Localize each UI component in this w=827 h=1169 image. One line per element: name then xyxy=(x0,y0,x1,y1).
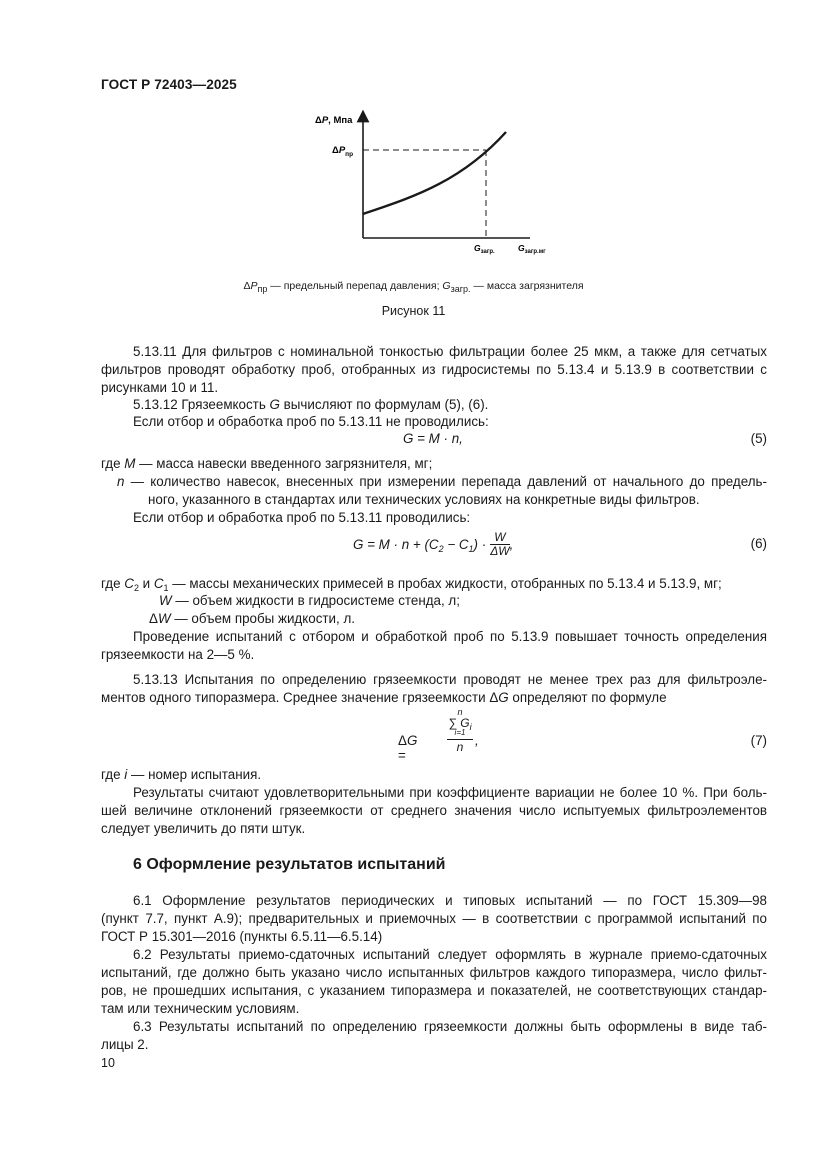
figure-legend: $\Delta P_{пр}$ — предельный перепад давления; $G_{загр.}$ — масса загрязнителя xyxy=(243,280,584,294)
where-i: где i — номер испытания. xyxy=(101,767,262,782)
paragraph-6-2: 6.2 Результаты приемо-сдаточных испытаний следует оформлять в журнале приемо-сдаточных xyxy=(133,947,767,962)
paragraph-6-3: 6.3 Результаты испытаний по определению грязеемкости должны быть оформлены в виде таб- xyxy=(133,1019,767,1034)
formula-6-number: (6) xyxy=(750,536,767,551)
section-6-title: 6 Оформление результатов испытаний xyxy=(133,856,446,873)
formula-7-number: (7) xyxy=(750,733,767,748)
document-header: ГОСТ Р 72403—2025 xyxy=(101,77,237,92)
pressure-curve xyxy=(363,132,506,214)
y-axis-label: ΔP, Мпа xyxy=(315,115,353,126)
paragraph-line: ГОСТ Р 15.301—2016 (пункты 6.5.11—6.5.14) xyxy=(101,929,383,944)
paragraph-line: фильтров проводят обработку проб, отобранных из гидросистемы по 5.13.4 и 5.13.9 в соответствии с xyxy=(101,362,767,377)
formula-5: G = M · n, xyxy=(403,431,463,446)
where-n-cont: ного, указанного в стандартах или технических условиях на конкретные виды фильтров. xyxy=(148,492,700,507)
paragraph-if-not: Если отбор и обработка проб по 5.13.11 не проводились: xyxy=(133,414,489,429)
paragraph-line: следует увеличить до пяти штук. xyxy=(101,821,306,836)
paragraph-line: грязеемкости на 2—5 %. xyxy=(101,647,255,662)
paragraph-line: испытаний, где должно быть указано число испытанных фильтров каждого типоразмера, число фильт- xyxy=(101,965,767,980)
x-marker-label: $G_{загр.}$ xyxy=(474,243,495,255)
paragraph-6-1: 6.1 Оформление результатов периодических и типовых испытаний — по ГОСТ 15.309—98 xyxy=(133,893,767,908)
paragraph-improve: Проведение испытаний с отбором и обработкой проб по 5.13.9 повышает точность определения xyxy=(133,629,767,644)
paragraph-5-13-11: 5.13.11 Для фильтров с номинальной тонкостью фильтрации более 25 мкм, а также для сетчатых xyxy=(133,344,767,359)
figure-caption: Рисунок 11 xyxy=(381,304,446,318)
paragraph-line: ров, не прошедших испытания, с указанием типоразмера и показателей, не соответствующих стандар- xyxy=(101,983,767,998)
formula-5-number: (5) xyxy=(750,431,767,446)
y-marker-label: $\Delta P_{пр}$ xyxy=(332,145,354,158)
page-number: 10 xyxy=(101,1056,115,1070)
where-m: где M — масса навески введенного загрязнителя, мг; xyxy=(101,456,433,471)
paragraph-line: шей величине отклонений грязеемкости от среднего значения число испытуемых фильтроэлементов xyxy=(101,803,767,818)
paragraph-line: (пункт 7.7, пункт А.9); предварительных и приемочных — в соответствии с программой испытаний по xyxy=(101,911,767,926)
where-w: W — объем жидкости в гидросистеме стенда, л; xyxy=(159,593,460,608)
paragraph-5-13-12: 5.13.12 Грязеемкость G вычисляют по формулам (5), (6). xyxy=(133,397,489,412)
paragraph-line: рисунками 10 и 11. xyxy=(101,380,219,395)
paragraph-results: Результаты считают удовлетворительными при коэффициенте вариации не более 10 %. При боль- xyxy=(133,785,767,800)
where-n: n — количество навесок, внесенных при измерении перепада давлений от начального до предель- xyxy=(117,474,767,489)
paragraph-line: там или техническим условиям. xyxy=(101,1001,300,1016)
paragraph-if-yes: Если отбор и обработка проб по 5.13.11 проводились: xyxy=(133,510,471,525)
figure-11-graph xyxy=(300,108,546,266)
paragraph-line: ментов одного типоразмера. Среднее значение грязеемкости ΔG определяют по формуле xyxy=(101,690,667,705)
paragraph-5-13-13: 5.13.13 Испытания по определению грязеемкости проводят не менее трех раз для фильтроэле- xyxy=(133,672,767,687)
where-dw: ΔW — объем пробы жидкости, л. xyxy=(149,611,355,626)
x-axis-label: $G_{загр.мг}$ xyxy=(518,243,546,255)
paragraph-line: лицы 2. xyxy=(101,1037,149,1052)
formula-6: $G = M \cdot n + (C_2 - C_1)$ · $\frac{W}{\Delta W}$ , xyxy=(353,530,514,558)
where-c: где $C_2$ и $C_1$ — массы механических примесей в пробах жидкости, отобранных по 5.13.4 и 5.13.9, мг; xyxy=(101,576,722,593)
